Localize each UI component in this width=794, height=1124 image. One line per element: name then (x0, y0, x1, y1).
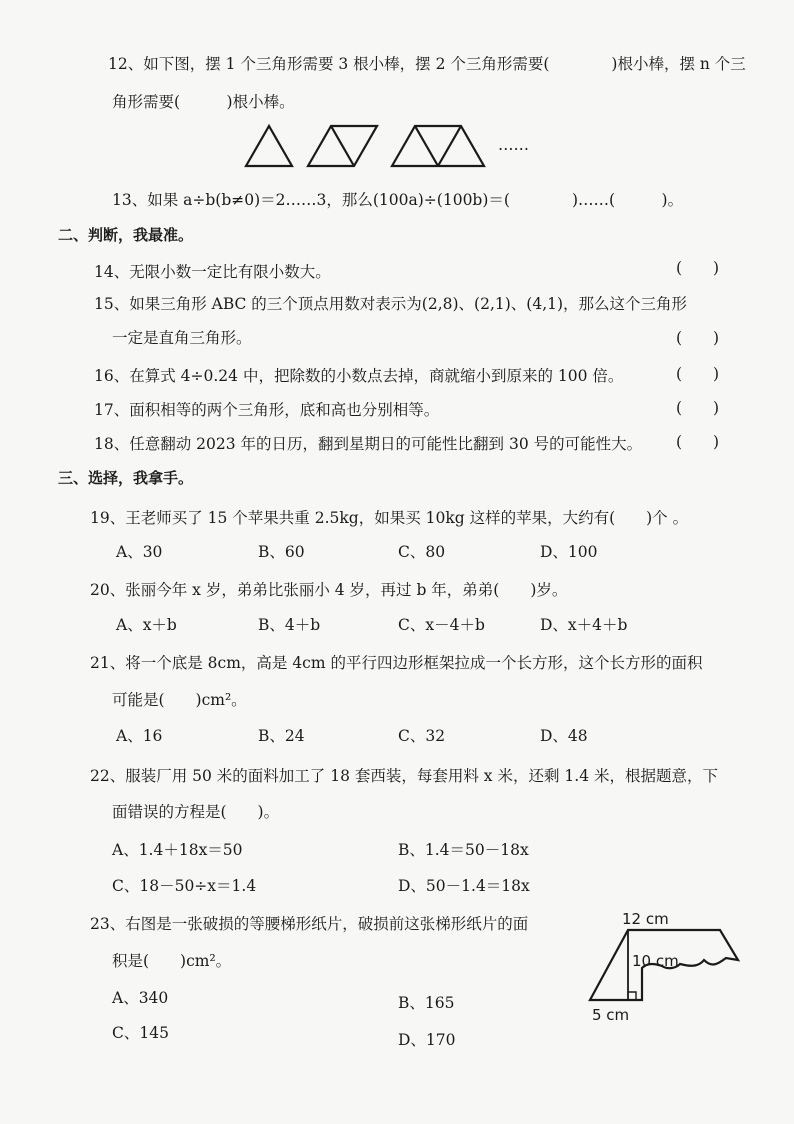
q14-text: 14、无限小数一定比有限小数大。 (94, 263, 331, 281)
q19-option-a: A、30 (116, 543, 163, 561)
height-label: 10 cm (632, 952, 679, 970)
section-choice-heading: 三、选择，我拿手。 (58, 469, 194, 487)
q19-option-c: C、80 (398, 543, 446, 561)
q22-option-a: A、1.4＋18x＝50 (112, 841, 243, 859)
top-length-label: 12 cm (622, 910, 669, 928)
q23-option-d: D、170 (398, 1031, 456, 1049)
q21-line1: 21、将一个底是 8cm，高是 4cm 的平行四边形框架拉成一个长方形，这个长方形的面积 (90, 654, 703, 672)
q23-option-a: A、340 (112, 989, 169, 1007)
q21-option-d: D、48 (540, 727, 588, 745)
q16-text: 16、在算式 4÷0.24 中，把除数的小数点去掉，商就缩小到原来的 100 倍。 (94, 367, 624, 385)
q19-option-b: B、60 (258, 543, 305, 561)
section-judge-heading: 二、判断，我最准。 (58, 226, 194, 244)
q21-option-a: A、16 (116, 727, 163, 745)
q19-text: 19、王老师买了 15 个苹果共重 2.5kg，如果买 10kg 这样的苹果，大约有( )个 。 (90, 509, 689, 527)
q17-text: 17、面积相等的两个三角形，底和高也分别相等。 (94, 401, 440, 419)
broken-trapezoid-figure (580, 908, 750, 1024)
q20-option-d: D、x＋4＋b (540, 616, 628, 634)
q20-option-c: C、x－4＋b (398, 616, 485, 634)
q13-text: 13、如果 a÷b(b≠0)＝2……3，那么(100a)÷(100b)＝( )……( )。 (112, 191, 684, 209)
q18-answer-brackets: ( ) (676, 433, 720, 451)
q15-answer-brackets: ( ) (676, 329, 720, 347)
q14-answer-brackets: ( ) (676, 259, 720, 277)
q22-line1: 22、服装厂用 50 米的面料加工了 18 套西装，每套用料 x 米，还剩 1.4 米，根据题意，下 (90, 767, 718, 785)
q20-option-a: A、x＋b (116, 616, 177, 634)
right-angle-mark (628, 992, 636, 1000)
q23-line1: 23、右图是一张破损的等腰梯形纸片，破损前这张梯形纸片的面 (90, 915, 529, 933)
q15-text: 15、如果三角形 ABC 的三个顶点用数对表示为(2,8)、(2,1)、(4,1)，那么这个三角形 (94, 295, 688, 313)
q12-line1: 12、如下图，摆 1 个三角形需要 3 根小棒，摆 2 个三角形需要( )根小棒，摆 n 个三 (108, 55, 746, 73)
q19-option-d: D、100 (540, 543, 598, 561)
q16-answer-brackets: ( ) (676, 365, 720, 383)
q17-answer-brackets: ( ) (676, 399, 720, 417)
q23-line2: 积是( )cm²。 (112, 952, 232, 970)
q23-option-b: B、165 (398, 994, 455, 1012)
q20-text: 20、张丽今年 x 岁，弟弟比张丽小 4 岁，再过 b 年，弟弟( )岁。 (90, 581, 568, 599)
q22-option-c: C、18－50÷x＝1.4 (112, 877, 257, 895)
q18-text: 18、任意翻动 2023 年的日历，翻到星期日的可能性比翻到 30 号的可能性大。 (94, 435, 643, 453)
q22-option-b: B、1.4＝50－18x (398, 841, 529, 859)
q20-option-b: B、4＋b (258, 616, 321, 634)
q21-option-b: B、24 (258, 727, 305, 745)
q23-option-c: C、145 (112, 1024, 169, 1042)
q22-line2: 面错误的方程是( )。 (112, 803, 280, 821)
triangle-1 (246, 126, 292, 166)
q21-option-c: C、32 (398, 727, 446, 745)
q22-option-d: D、50－1.4＝18x (398, 877, 530, 895)
bottom-length-label: 5 cm (592, 1006, 630, 1024)
q12-ellipsis: …… (498, 136, 529, 154)
q15-text-cont: 一定是直角三角形。 (112, 329, 252, 347)
triangles-figure (240, 122, 530, 172)
q21-line2: 可能是( )cm²。 (112, 691, 247, 709)
triangle-row-3 (392, 126, 484, 166)
q12-line2: 角形需要( )根小棒。 (112, 93, 295, 111)
